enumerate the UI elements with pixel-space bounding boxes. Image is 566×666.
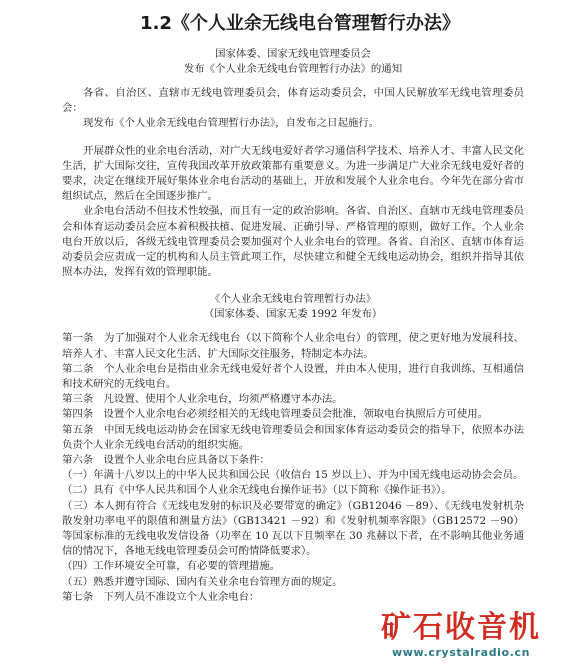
- watermark-name: 矿石收音机: [381, 610, 541, 645]
- article-2: 第二条 个人业余电台是指由业余无线电爱好者个人设置，并由本人使用，进行自我训练、互相通信和技术研究的无线电台。: [62, 362, 524, 391]
- watermark-url: www.crystalradio.cn: [391, 646, 531, 659]
- article-6-clause-4: （四）工作环境安全可靠，有必要的管理措施。: [62, 560, 281, 573]
- article-6-clause-3: （三）本人拥有符合《无线电发射的标识及必要带宽的确定》（GB12046 －89）、《无线电发射机杂散发射功率电平的限值和测量方法》（GB13421 －92）和《发射机频率容限》（GB12572 －90）等国家标准的无线电收发信设备（功率在 10 瓦以下且频率在 30 兆赫以下者，在不影响其他业务通信的情况下，各地无线电管理委员会可酌情降低要求）。: [62, 499, 524, 558]
- notice-paragraph-2: 业余电台活动不但技术性较强，而且有一定的政治影响。各省、自治区、直辖市无线电管理委员会和体育运动委员会应本着积极扶植、促进发展、正确引导、严格管理的原则，做好工作。个人业余电台开放以后，各级无线电管理委员会要加强对个人业余电台的管理。各省、自治区、直辖市体育运动委员会应责成一定的机构和人员主管此项工作，尽快建立和健全无线电运动协会，组织并指导其依照本办法，发挥有效的管理职能。: [62, 205, 524, 279]
- notice-addressees: 各省、自治区、直辖市无线电管理委员会，体育运动委员会，中国人民解放军无线电管理委员会：: [62, 87, 524, 115]
- article-5: 第五条 中国无线电运动协会在国家无线电管理委员会和国家体育运动委员会的指导下，依照本办法负责个人业余无线电台活动的组织实施。: [62, 423, 524, 451]
- notice-paragraph-1: 开展群众性的业余电台活动，对广大无线电爱好者学习通信科学技术、培养人才、丰富人民文化生活，扩大国际交往，宣传我国改革开放政策都有重要意义。为进一步满足广大业余无线电爱好者的要求，决定在继续开展好集体业余电台活动的基础上，开放和发展个人业余电台。今年先在部分省市组织试点，然后在全国逐步推广。: [62, 144, 524, 203]
- regulation-title: 《个人业余无线电台管理暂行办法》: [209, 293, 377, 306]
- article-6: 第六条 设置个人业余电台应具备以下条件：: [62, 454, 270, 467]
- article-7: 第七条 下列人员不准设立个人业余电台：: [62, 590, 260, 603]
- article-6-clause-5: （五）熟悉并遵守国际、国内有关业余电台管理方面的规定。: [62, 575, 343, 588]
- article-3: 第三条 凡设置、使用个人业余电台，均须严格遵守本办法。: [62, 393, 343, 406]
- notice-subject: 发布《个人业余无线电台管理暂行办法》的通知: [183, 63, 403, 75]
- article-4: 第四条 设置个人业余电台必须经相关的无线电管理委员会批准，领取电台执照后方可使用。: [62, 408, 489, 421]
- regulation-subtitle: （国家体委、国家无委 1992 年发布）: [203, 308, 383, 321]
- site-watermark: [366, 610, 556, 660]
- article-6-clause-2: （二）具有《中华人民共和国个人业余无线电台操作证书》（以下简称《操作证书》）。: [62, 484, 452, 497]
- article-6-clause-1: （一）年满十八岁以上的中华人民共和国公民（收信台 15 岁以上）、并为中国无线电运动协会会员。: [62, 469, 524, 482]
- document-title: 1.2《个人业余无线电台管理暂行办法》: [140, 13, 460, 34]
- notice-publish: 现发布《个人业余无线电台管理暂行办法》，自发布之日起施行。: [83, 117, 380, 130]
- article-1: 第一条 为了加强对个人业余无线电台（以下简称个人业余电台）的管理，使之更好地为发展科技、培养人才、丰富人民文化生活、扩大国际交往服务，特制定本办法。: [62, 332, 524, 360]
- notice-issuer: 国家体委、国家无线电管理委员会: [215, 48, 371, 60]
